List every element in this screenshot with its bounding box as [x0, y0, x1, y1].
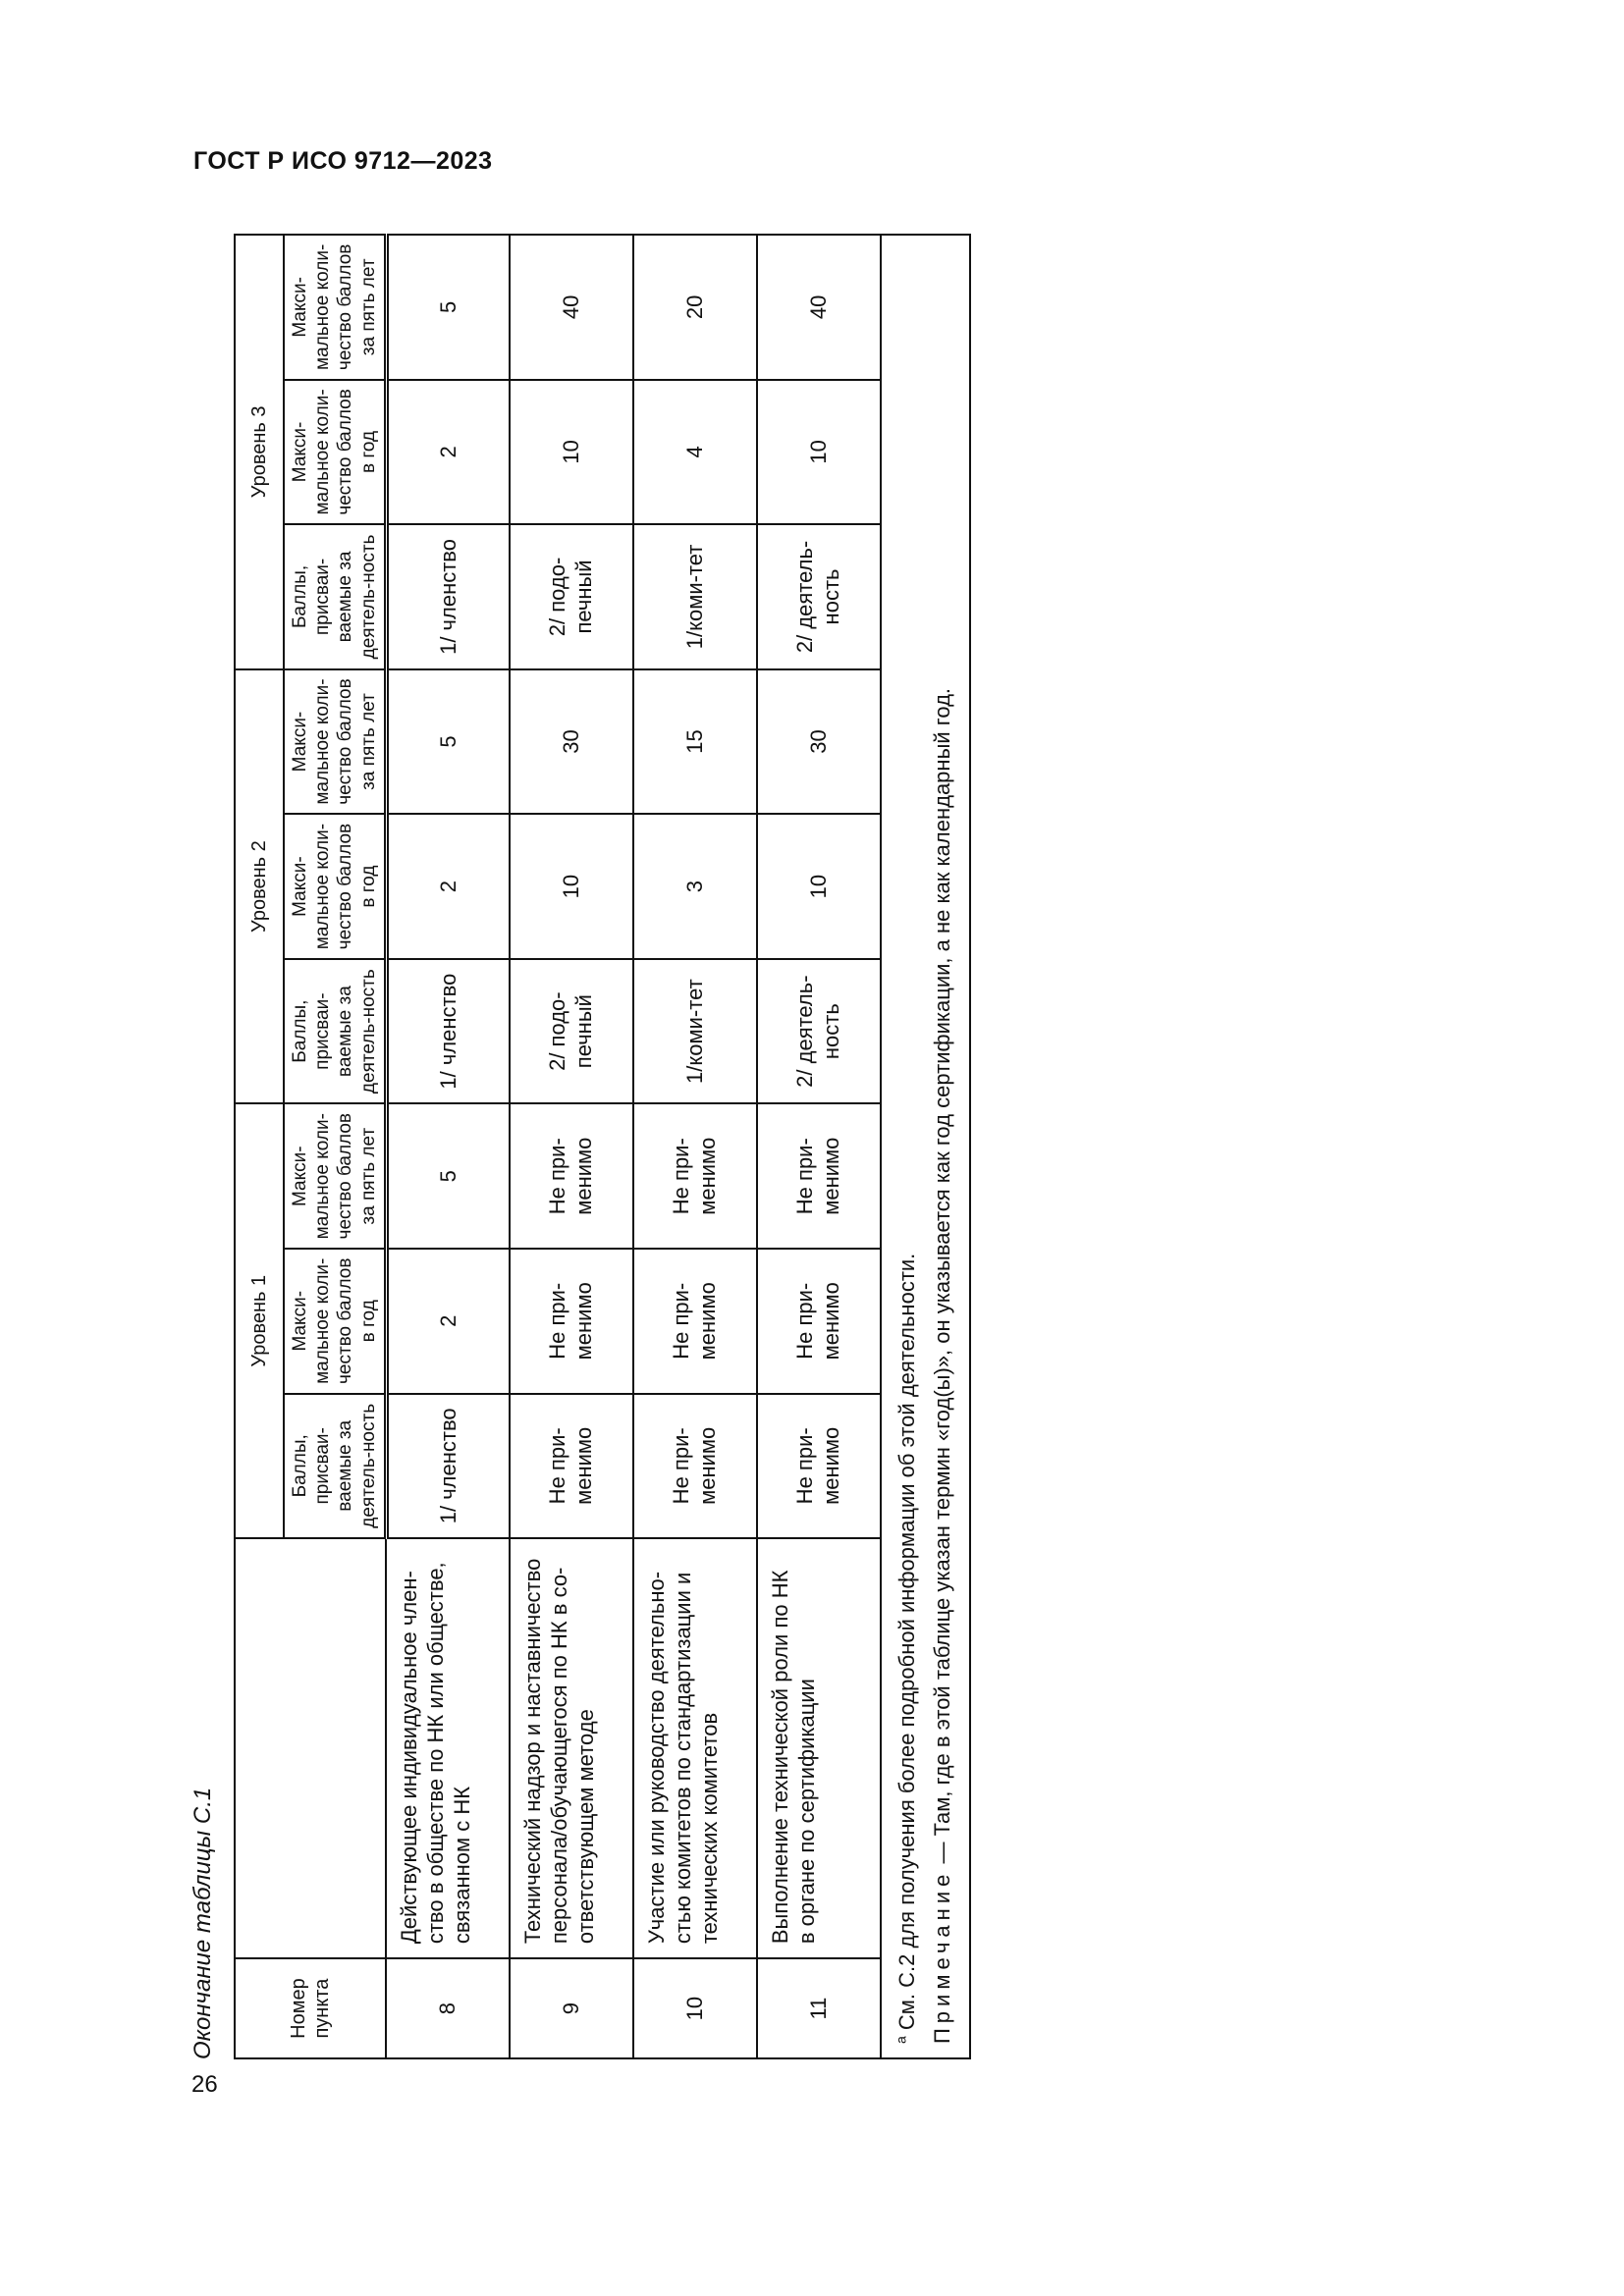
sub-header-points: Баллы, присваи-ваемые за деятель-ность	[284, 1394, 386, 1539]
sub-header-max-five-years: Макси-мальное коли-чество баллов за пять лет	[284, 235, 386, 380]
cell-l1-max-five: Не при-менимо	[633, 1103, 757, 1249]
level-3-header: Уровень 3	[235, 235, 284, 669]
page-number: 26	[191, 2071, 218, 2098]
row-number: 10	[633, 1958, 757, 2058]
row-number: 8	[386, 1958, 510, 2058]
row-activity: Технический надзор и наставничество персонала/обучающегося по НК в со-ответствующем методе	[510, 1538, 633, 1958]
footnote-mark: а	[893, 2036, 909, 2044]
table-row	[386, 235, 510, 2058]
cell-l2-max-five: 30	[757, 669, 881, 815]
cell-l1-max-year: Не при-менимо	[510, 1249, 633, 1394]
cell-l1-points: 1/ членство	[386, 1394, 510, 1539]
cell-l2-max-five: 15	[633, 669, 757, 815]
cell-l1-max-year: Не при-менимо	[633, 1249, 757, 1394]
cell-l2-max-year: 2	[386, 814, 510, 959]
cell-l2-max-five: 30	[510, 669, 633, 815]
cell-l1-points: Не при-менимо	[633, 1394, 757, 1539]
cell-l1-max-five: Не при-менимо	[510, 1103, 633, 1249]
cell-l1-max-year: Не при-менимо	[757, 1249, 881, 1394]
cell-l3-max-year: 10	[510, 380, 633, 525]
table-c1	[234, 234, 971, 2059]
table-row	[757, 235, 881, 2058]
table-notes	[881, 235, 970, 2058]
cell-l3-points: 2/ подо-печный	[510, 524, 633, 669]
cell-l1-max-five: Не при-менимо	[757, 1103, 881, 1249]
row-activity: Участие или руководство деятельно-стью комитетов по стандартизации и технических комитетов	[633, 1538, 757, 1958]
cell-l3-max-five: 40	[757, 235, 881, 380]
sub-header-max-five-years: Макси-мальное коли-чество баллов за пять лет	[284, 669, 386, 815]
cell-l3-points: 1/ членство	[386, 524, 510, 669]
cell-l1-points: Не при-менимо	[510, 1394, 633, 1539]
cell-l3-max-five: 20	[633, 235, 757, 380]
note-label: Примечание	[930, 1869, 955, 2044]
footnote-text: См. С.2 для получения более подробной информации об этой деятельности.	[894, 1253, 920, 2031]
num-column-header: Номер пункта	[235, 1958, 386, 2058]
cell-l2-points: 1/ членство	[386, 959, 510, 1104]
cell-l3-max-five: 40	[510, 235, 633, 380]
table-note	[925, 249, 960, 2044]
sub-header-max-year: Макси-мальное коли-чество баллов в год	[284, 380, 386, 525]
sub-header-max-year: Макси-мальное коли-чество баллов в год	[284, 1249, 386, 1394]
level-1-header: Уровень 1	[235, 1103, 284, 1538]
cell-l1-max-year: 2	[386, 1249, 510, 1394]
note-text: — Там, где в этой таблице указан термин «год(ы)», он указывается как год сертификации, а не как календарный год.	[930, 687, 955, 1870]
cell-l3-max-year: 4	[633, 380, 757, 525]
table-row	[633, 235, 757, 2058]
row-number: 11	[757, 1958, 881, 2058]
sub-header-points: Баллы, присваи-ваемые за деятель-ность	[284, 524, 386, 669]
cell-l3-max-year: 2	[386, 380, 510, 525]
sub-header-max-year: Макси-мальное коли-чество баллов в год	[284, 814, 386, 959]
cell-l1-points: Не при-менимо	[757, 1394, 881, 1539]
cell-l3-points: 1/коми-тет	[633, 524, 757, 669]
cell-l3-max-five: 5	[386, 235, 510, 380]
level-2-header: Уровень 2	[235, 669, 284, 1104]
table-notes-row	[881, 235, 970, 2058]
table-caption: Окончание таблицы С.1	[189, 1787, 216, 2059]
sub-header-max-five-years: Макси-мальное коли-чество баллов за пять лет	[284, 1103, 386, 1249]
cell-l3-max-year: 10	[757, 380, 881, 525]
sub-header-points: Баллы, присваи-ваемые за деятель-ность	[284, 959, 386, 1104]
cell-l2-max-year: 3	[633, 814, 757, 959]
cell-l2-points: 2/ подо-печный	[510, 959, 633, 1104]
cell-l2-max-year: 10	[510, 814, 633, 959]
rotated-table-block	[189, 232, 955, 2059]
cell-l2-max-five: 5	[386, 669, 510, 815]
document-header: ГОСТ Р ИСО 9712—2023	[193, 147, 493, 175]
cell-l1-max-five: 5	[386, 1103, 510, 1249]
footnote	[890, 249, 925, 2044]
row-activity: Действующее индивидуальное член-ство в обществе по НК или обществе, связанном с НК	[386, 1538, 510, 1958]
cell-l2-points: 2/ деятель-ность	[757, 959, 881, 1104]
activity-column-header	[235, 1538, 386, 1958]
cell-l2-max-year: 10	[757, 814, 881, 959]
cell-l3-points: 2/ деятель-ность	[757, 524, 881, 669]
row-activity: Выполнение технической роли по НК в органе по сертификации	[757, 1538, 881, 1958]
cell-l2-points: 1/коми-тет	[633, 959, 757, 1104]
row-number: 9	[510, 1958, 633, 2058]
table-row	[510, 235, 633, 2058]
